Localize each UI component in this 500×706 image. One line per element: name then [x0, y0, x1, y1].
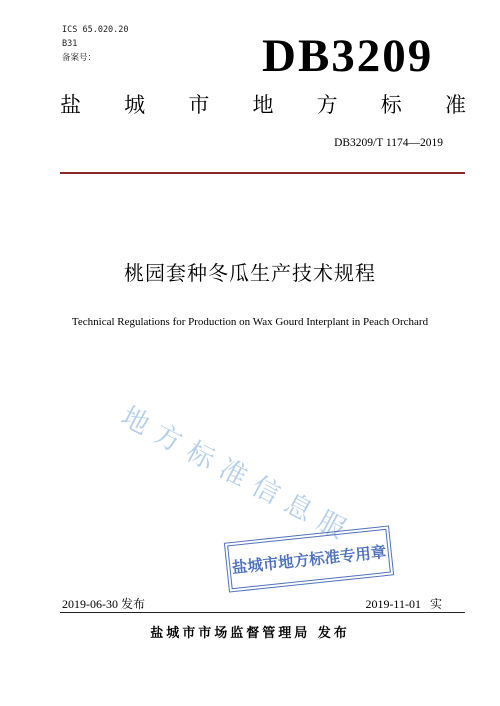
ics-code: ICS 65.020.20	[62, 25, 129, 35]
ccs-code: B31	[62, 39, 78, 49]
standard-type-char: 市	[188, 93, 210, 117]
standard-type-char: 地	[252, 93, 274, 117]
official-stamp	[224, 525, 394, 592]
standard-code: DB3209	[262, 30, 434, 82]
standard-type-heading	[60, 92, 466, 118]
standard-number: DB3209/T 1174—2019	[334, 137, 443, 149]
title-english: Technical Regulations for Production on Wax Gourd Interplant in Peach Orchard	[71, 316, 429, 328]
standard-type-char: 盐	[60, 93, 81, 117]
title-chinese: 桃园套种冬瓜生产技术规程	[124, 261, 376, 285]
issuing-authority: 盐城市市场监督管理局 发布	[150, 626, 350, 641]
standard-type-char: 准	[444, 93, 466, 117]
standard-type-char: 方	[316, 93, 338, 117]
implement-date: 2019-11-01 实	[365, 597, 442, 611]
standard-type-char: 城	[124, 93, 146, 117]
record-number-label: 备案号：	[62, 53, 97, 63]
stamp-text: 盐城市地方标准专用章	[231, 542, 388, 578]
watermark: 地方标准信息服	[115, 401, 360, 551]
standard-type-char: 标	[380, 93, 402, 117]
release-date: 2019-06-30 发布	[62, 597, 145, 611]
top-divider	[60, 172, 465, 174]
bottom-divider	[60, 612, 465, 613]
